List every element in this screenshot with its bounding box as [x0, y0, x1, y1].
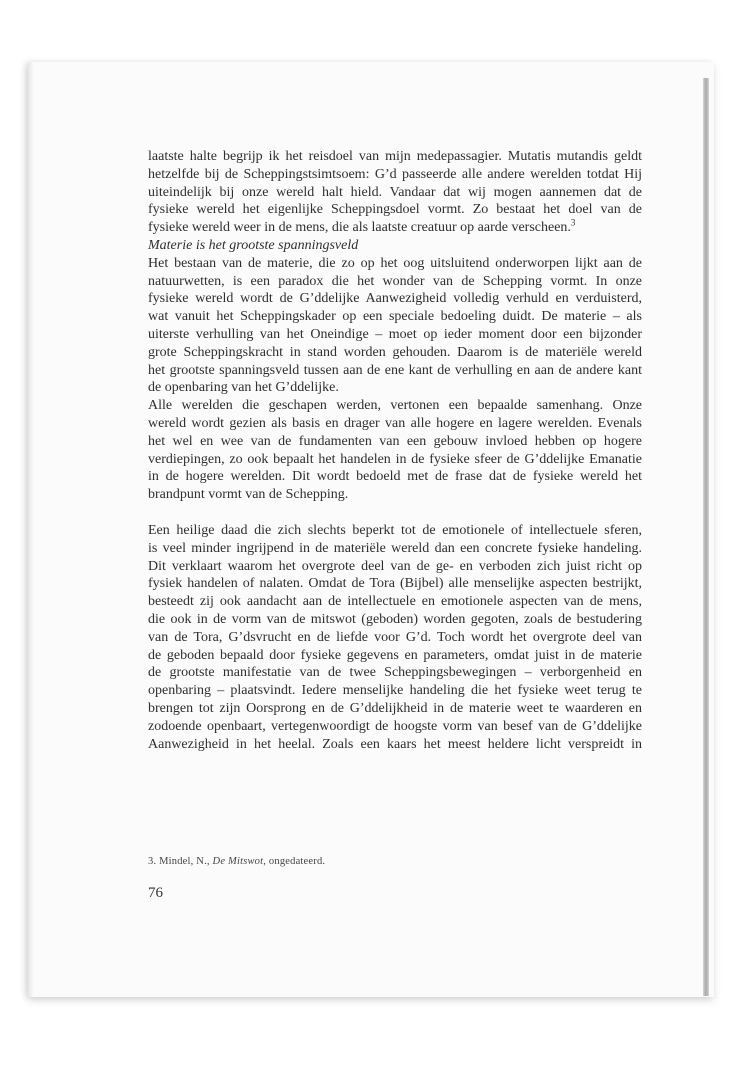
text-line-with-footnote [148, 219, 642, 237]
text-line: wereld wordt gezien als basis en drager van alle hogere en lagere werelden. Evenals [148, 415, 642, 431]
text-line: Alle werelden die geschapen werden, vertonen een bepaalde samenhang. Onze [148, 398, 642, 414]
paragraph-werelden [148, 397, 642, 504]
text-line: uiteindelijk bij onze wereld halt hield. Vandaar dat wij mogen aannemen dat de [148, 184, 642, 200]
text-line: brengen tot zijn Oorsprong en de G’ddelijkheid in de materie weet te waarderen en [148, 700, 642, 716]
text-line: Aanwezigheid in het heelal. Zoals een kaars het meest heldere licht verspreidt in [148, 736, 642, 752]
text-line: wat vanuit het Scheppingskader op een speciale bedoeling duidt. De materie – als [148, 309, 642, 325]
text-line: het grootste spanningsveld tussen aan de ene kant de verhulling en aan de andere kant [148, 362, 642, 378]
text-line: de geboden bepaald door fysieke gegevens en parameters, omdat juist in de materie [148, 647, 642, 663]
text-line: van de Tora, G’dsvrucht en de liefde voor G’d. Toch wordt het overgrote deel van [148, 629, 642, 645]
text-line: de openbaring van het G’ddelijke. [148, 380, 339, 396]
text-line: uiterste verhulling van het Oneindige – moet op ieder moment door een bijzonder [148, 326, 642, 342]
paragraph-materie [148, 255, 642, 397]
text-line: zodoende openbaart, vertegenwoordigt de hoogste vorm van besef van de G’ddelijke [148, 718, 642, 734]
page-right-edge [703, 78, 709, 996]
text-line: het wel en wee van de fundamenten van een gebouw invloed hebben op hogere [148, 433, 642, 449]
text-line: fysieke wereld het eigenlijke Scheppingsdoel vormt. Zo bestaat het doel van de [148, 202, 642, 218]
text-line: grote Scheppingskracht in stand worden gehouden. Daarom is de materiële wereld [148, 344, 642, 360]
text-line: in de hogere werelden. Dit wordt bedoeld met de frase dat de fysieke wereld het [148, 469, 642, 485]
text-line: hetzelfde bij de Scheppingstsimtsoem: G’d passeerde alle andere werelden totdat Hij [148, 166, 642, 182]
footnote [148, 856, 325, 867]
text-line: fysieke wereld weer in de mens, die als laatste creatuur op aarde verscheen. [148, 220, 571, 236]
paragraph-daad [148, 522, 642, 753]
text-line: is veel minder ingrijpend in de materiële wereld dan een concrete fysieke handeling. [148, 540, 642, 556]
text-line: Een heilige daad die zich slechts beperkt tot de emotionele of intellectuele sferen, [148, 522, 642, 538]
text-line: die ook in de vorm van de mitswot (geboden) worden gegoten, zoals de bestudering [148, 611, 642, 627]
text-line: Dit verklaart waarom het overgrote deel van de ge- en verboden zich juist richt op [148, 558, 642, 574]
text-line: natuurwetten, is een paradox die het wonder van de Schepping vormt. In onze [148, 273, 642, 289]
footnote-mark: 3 [570, 217, 576, 228]
text-line: fysieke wereld wordt de G’ddelijke Aanwezigheid volledig verhuld en verduisterd, [148, 291, 642, 307]
text-line: de grootste manifestatie van de twee Scheppingsbewegingen – verborgenheid en [148, 665, 642, 681]
footnote-title: De Mitswot [212, 856, 264, 867]
footnote-prefix: 3. Mindel, N., [148, 856, 213, 867]
text-line: verdiepingen, zo ook bepaalt het handelen in de fysieke sfeer de G’ddelijke Emanatie [148, 451, 642, 467]
text-line: laatste halte begrijp ik het reisdoel van mijn medepassagier. Mutatis mutandis geldt [148, 149, 642, 164]
footnote-suffix: , ongedateerd. [263, 856, 326, 867]
page-number: 76 [148, 885, 163, 901]
paragraph-gap [148, 504, 642, 522]
paragraph-intro [148, 148, 642, 237]
text-line: openbaring – plaatsvindt. Iedere menselijke handeling die het fysieke weet terug te [148, 683, 642, 699]
section-heading: Materie is het grootste spanningsveld [148, 237, 359, 253]
text-line: Het bestaan van de materie, die zo op het oog uitsluitend onderworpen lijkt aan de [148, 255, 642, 271]
text-line: besteedt zij ook aandacht aan de intellectuele en emotionele aspecten van de mens, [148, 594, 642, 610]
page-text [148, 148, 642, 753]
text-line: fysiek handelen of nalaten. Omdat de Tora (Bijbel) alle menselijke aspecten bestrijkt, [148, 576, 642, 592]
text-line: brandpunt vormt van de Schepping. [148, 487, 349, 503]
page-left-edge [28, 62, 34, 997]
